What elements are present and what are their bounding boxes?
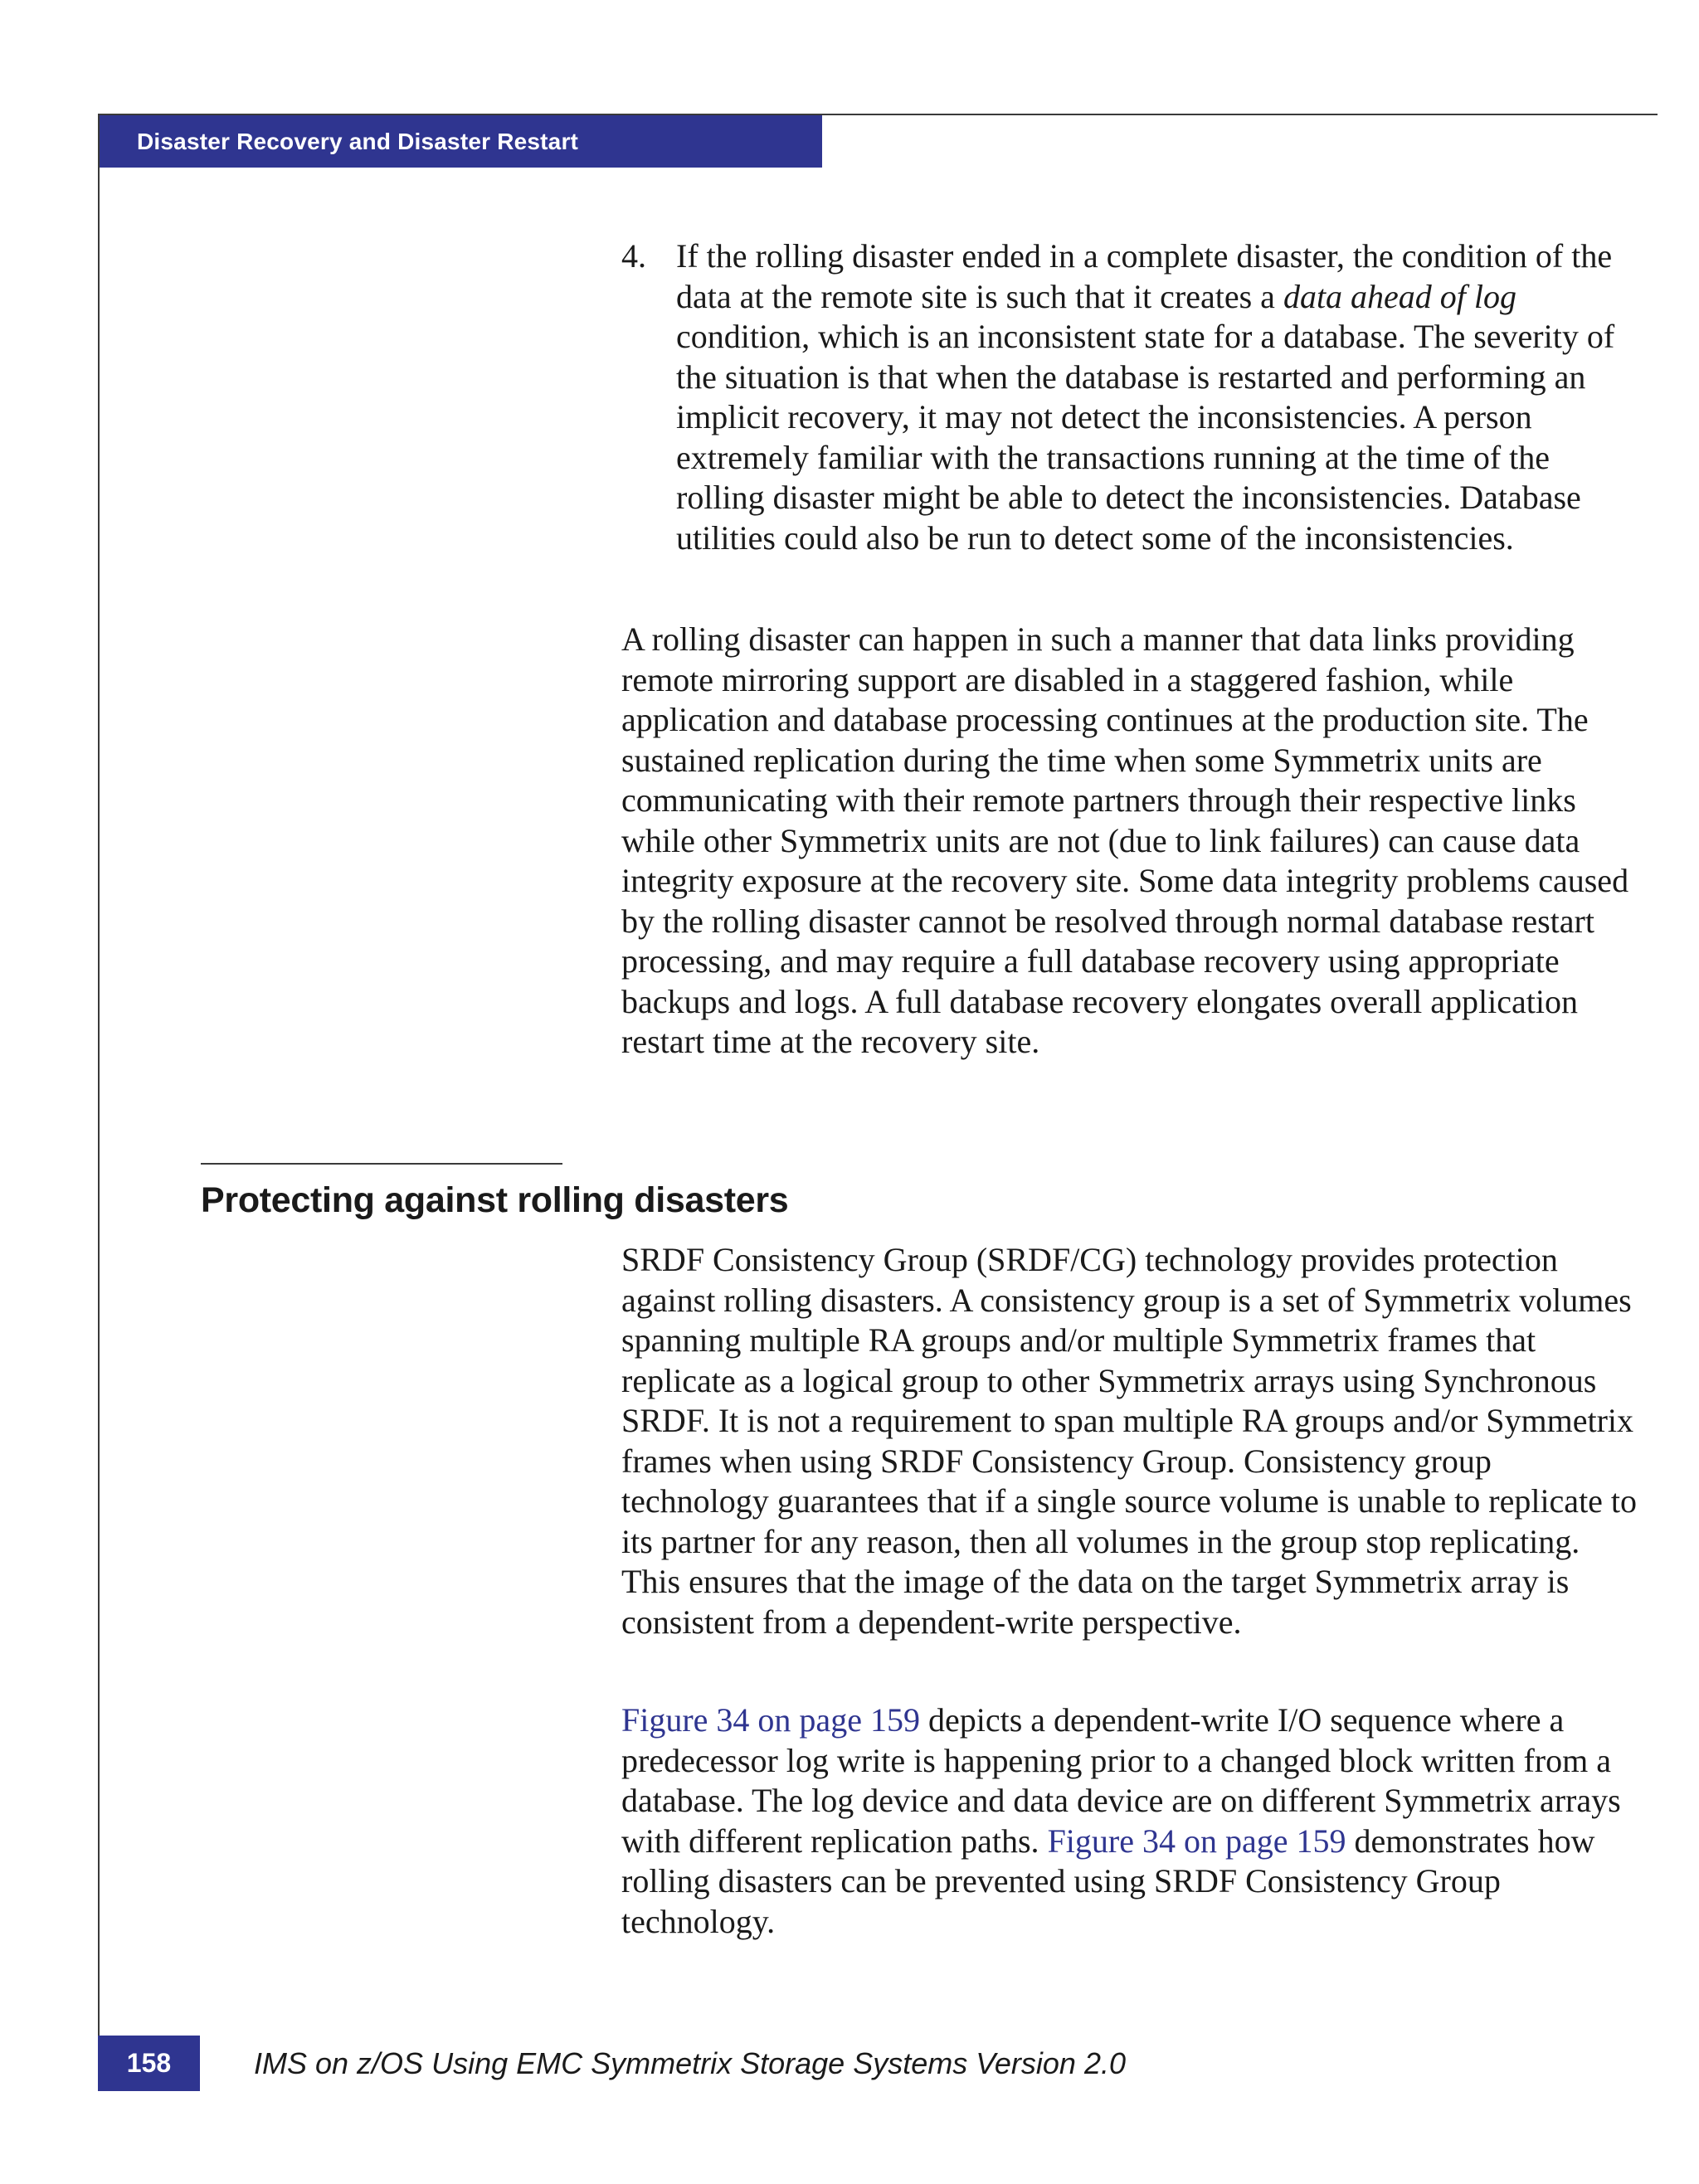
list-item-text-end: condition, which is an inconsistent state for a database. The severity of the situation is that when the database is restarted and performing an implicit recovery, it may not detect the inconsistencies. A person extremely familiar with the transactions running at the time of the rolling disaster might be able to detect the inconsistencies. Database utilities could also be run to detect some of the inconsistencies. bbox=[676, 318, 1615, 557]
numbered-list bbox=[621, 236, 1643, 558]
body-paragraph-3 bbox=[621, 1700, 1643, 1942]
list-item-emphasis: data ahead of log bbox=[1283, 277, 1517, 315]
paragraph-text-part: demonstrates how rolling disasters can be prevented using SRDF Consistency Group technology. bbox=[621, 1822, 1595, 1940]
chapter-header: Disaster Recovery and Disaster Restart bbox=[98, 115, 822, 168]
figure-34-link[interactable]: Figure 34 on page 159 bbox=[621, 1701, 920, 1739]
paragraph-text-part: depicts a dependent-write I/O sequence where a predecessor log write is happening prior to a changed block written from a database. The log device and data device are on different Symmetrix arrays with different replication paths. bbox=[621, 1701, 1621, 1860]
page-number: 158 bbox=[98, 2036, 200, 2091]
paragraph-text bbox=[621, 1700, 1643, 1942]
section-heading: Protecting against rolling disasters bbox=[201, 1180, 789, 1220]
paragraph-text: A rolling disaster can happen in such a manner that data links providing remote mirroring support are disabled in a staggered fashion, while application and database processing continues at the production site. The sustained replication during the time when some Symmetrix units are communicating with their remote partners through their respective links while other Symmetrix units are not (due to link failures) can cause data integrity exposure at the recovery site. Some data integrity problems caused by the rolling disaster cannot be resolved through normal database restart processing, and may require a full database recovery using appropriate backups and logs. A full database recovery elongates overall application restart time at the recovery site. bbox=[621, 620, 1629, 1060]
list-item bbox=[621, 236, 1643, 558]
figure-34-link-2[interactable]: Figure 34 on page 159 bbox=[1047, 1822, 1346, 1860]
body-paragraph-2 bbox=[621, 1240, 1643, 1642]
page-margin-rule bbox=[98, 115, 100, 2091]
list-item-text bbox=[676, 236, 1643, 558]
section-rule bbox=[201, 1163, 562, 1165]
paragraph-text: SRDF Consistency Group (SRDF/CG) technology provides protection against rolling disasters. A consistency group is a set of Symmetrix volumes spanning multiple RA groups and/or multiple Symmetrix frames that replicate as a logical group to other Symmetrix arrays using Synchronous SRDF. It is not a requirement to span multiple RA groups and/or Symmetrix frames when using SRDF Consistency Group. Consistency group technology guarantees that if a single source volume is unable to replicate to its partner for any reason, then all volumes in the group stop replicating. This ensures that the image of the data on the target Symmetrix array is consistent from a dependent-write perspective. bbox=[621, 1241, 1638, 1641]
body-paragraph-1 bbox=[621, 620, 1643, 1063]
list-item-text-start: If the rolling disaster ended in a complete disaster, the condition of the data at the remote site is such that it creates a bbox=[676, 237, 1613, 315]
list-item-number: 4. bbox=[621, 237, 646, 275]
book-title: IMS on z/OS Using EMC Symmetrix Storage Systems Version 2.0 bbox=[254, 2046, 1126, 2080]
